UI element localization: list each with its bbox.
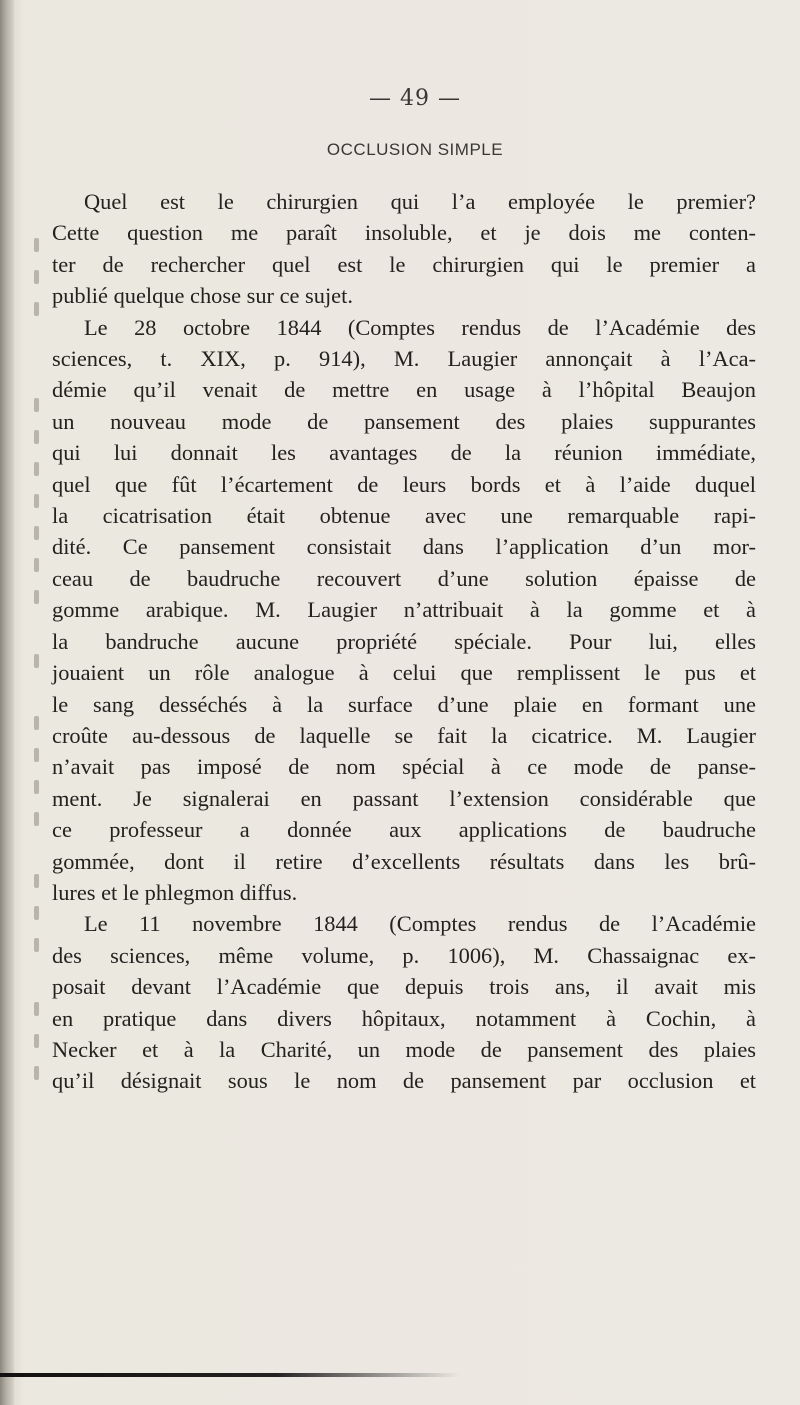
text-line: en pratique dans divers hôpitaux, notamment à Cochin, à (52, 1005, 756, 1031)
text-line: le sang desséchés à la surface d’une plaie en formant une (52, 691, 756, 717)
text-line: la cicatrisation était obtenue avec une remarquable rapi- (52, 503, 756, 529)
running-head: OCCLUSION SIMPLE (326, 140, 504, 159)
text-line: Le 11 novembre 1844 (Comptes rendus de l’Académie (84, 911, 756, 937)
text-line: qu’il désignait sous le nom de pansement par occlusion et (52, 1068, 756, 1094)
text-line: jouaient un rôle analogue à celui que remplissent le pus et (52, 660, 756, 686)
text-line: n’avait pas imposé de nom spécial à ce mode de panse- (52, 754, 756, 780)
text-line: gommée, dont il retire d’excellents résultats dans les brû- (52, 848, 756, 874)
text-line: Necker et à la Charité, un mode de pansement des plaies (52, 1036, 756, 1062)
text-line: publié quelque chose sur ce sujet. (52, 283, 353, 309)
text-line: sciences, t. XIX, p. 914), M. Laugier annonçait à l’Aca- (52, 346, 756, 372)
bottom-edge-shadow (0, 1373, 460, 1377)
text-line: la bandruche aucune propriété spéciale. Pour lui, elles (52, 628, 756, 654)
text-line: ter de rechercher quel est le chirurgien qui le premier a (52, 251, 756, 277)
text-line: ceau de baudruche recouvert d’une solution épaisse de (52, 565, 756, 591)
text-line: démie qu’il venait de mettre en usage à l’hôpital Beaujon (52, 377, 756, 403)
text-line: ce professeur a donnée aux applications de baudruche (52, 817, 756, 843)
text-line: Cette question me paraît insoluble, et je dois me conten- (52, 220, 756, 246)
text-line: un nouveau mode de pansement des plaies suppurantes (52, 408, 756, 434)
text-line: des sciences, même volume, p. 1006), M. Chassaignac ex- (52, 942, 756, 968)
text-line: croûte au-dessous de laquelle se fait la cicatrice. M. Laugier (52, 722, 756, 748)
body-text (52, 186, 756, 1097)
page-number: — 49 — (369, 86, 461, 111)
text-line: Le 28 octobre 1844 (Comptes rendus de l’Académie des (84, 314, 756, 340)
page-binding-edge (0, 0, 14, 1405)
text-line: qui lui donnait les avantages de la réunion immédiate, (52, 440, 756, 466)
text-line: dité. Ce pansement consistait dans l’application d’un mor- (52, 534, 756, 560)
text-line: gomme arabique. M. Laugier n’attribuait à la gomme et à (52, 597, 756, 623)
text-line: posait devant l’Académie que depuis trois ans, il avait mis (52, 974, 756, 1000)
text-line: quel que fût l’écartement de leurs bords et à l’aide duquel (52, 471, 756, 497)
text-line: ment. Je signalerai en passant l’extension considérable que (52, 785, 756, 811)
text-line: lures et le phlegmon diffus. (52, 879, 298, 905)
text-line: Quel est le chirurgien qui l’a employée le premier? (84, 189, 756, 214)
